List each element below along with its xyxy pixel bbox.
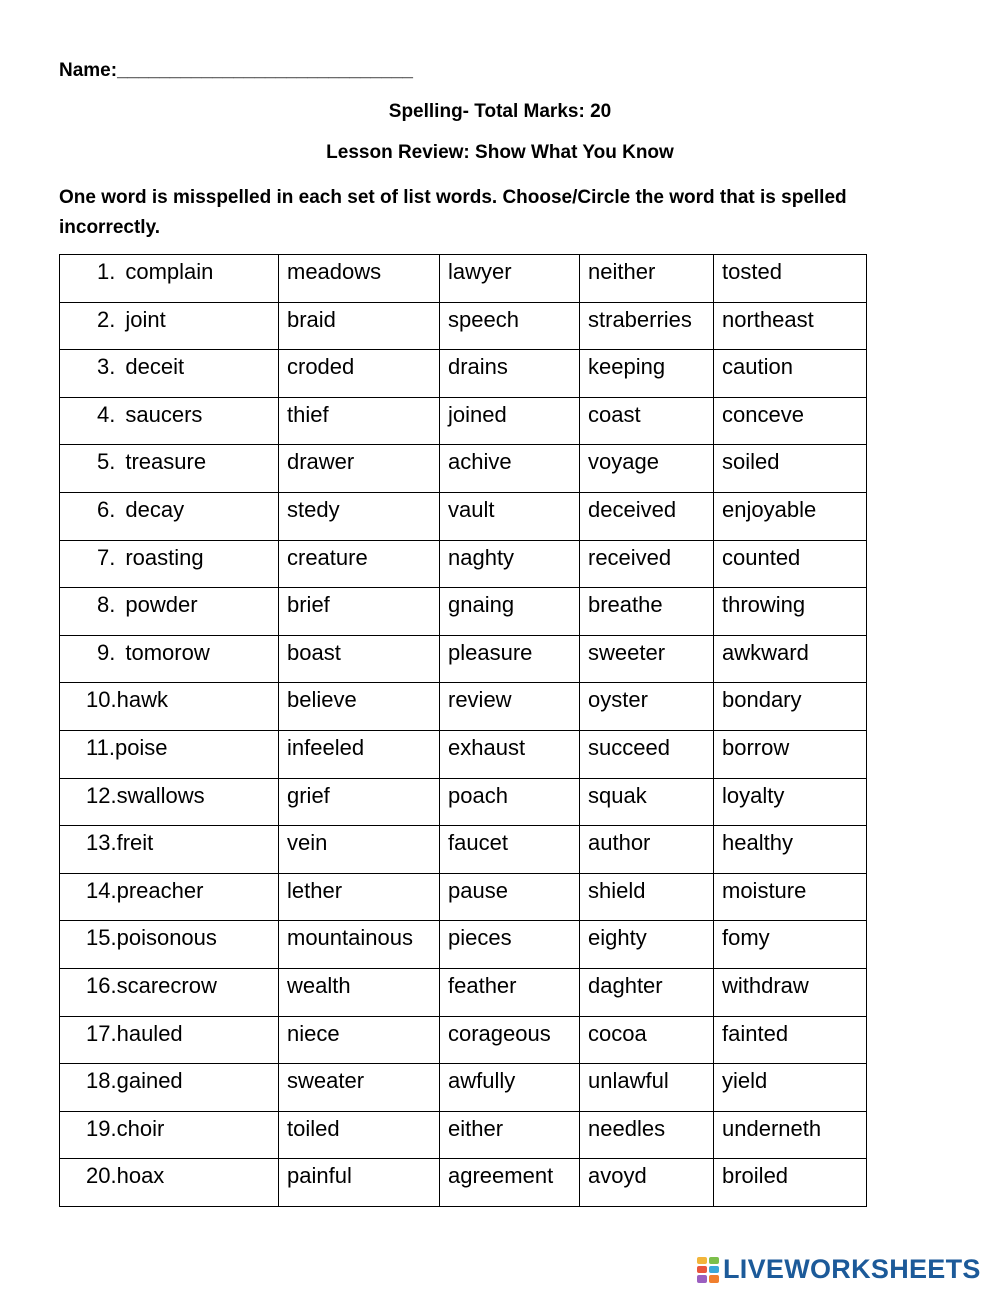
word-text[interactable]: croded	[287, 354, 355, 380]
word-cell[interactable]	[279, 730, 440, 778]
word-text[interactable]: mountainous	[287, 925, 413, 951]
word-text[interactable]: achive	[448, 449, 512, 475]
word-text[interactable]: complain	[125, 259, 214, 284]
row-number: 18.	[86, 1068, 117, 1094]
word-cell[interactable]	[440, 397, 580, 445]
table-row	[60, 1016, 867, 1064]
table-row	[60, 588, 867, 636]
word-cell[interactable]	[580, 635, 714, 683]
word-text[interactable]: treasure	[125, 449, 207, 475]
word-cell[interactable]	[580, 255, 714, 303]
word-cell[interactable]	[714, 255, 867, 303]
row-number: 11.	[86, 734, 115, 760]
word-cell[interactable]	[714, 1111, 867, 1159]
word-text[interactable]: review	[448, 687, 512, 713]
word-cell-first[interactable]	[60, 492, 279, 540]
table-row	[60, 1064, 867, 1112]
word-text[interactable]: yield	[722, 1068, 768, 1094]
word-text[interactable]: succeed	[588, 734, 670, 760]
row-number: 10.	[86, 687, 117, 713]
row-number: 5.	[97, 449, 116, 475]
word-text[interactable]: wealth	[287, 972, 351, 998]
word-text[interactable]: daghter	[588, 972, 663, 998]
word-text[interactable]: thief	[287, 401, 329, 427]
table-row	[60, 778, 867, 826]
word-cell-first[interactable]	[60, 1111, 279, 1159]
word-cell[interactable]	[440, 1111, 580, 1159]
table-row	[60, 350, 867, 398]
worksheet-subtitle: Lesson Review: Show What You Know	[326, 142, 674, 163]
worksheet-title: Spelling- Total Marks: 20	[388, 101, 612, 122]
word-text[interactable]: infeeled	[287, 734, 365, 760]
word-text[interactable]: gained	[116, 1068, 183, 1094]
word-text[interactable]: loyalty	[722, 782, 785, 808]
word-text[interactable]: lawyer	[448, 259, 512, 284]
word-cell[interactable]	[580, 540, 714, 588]
word-cell[interactable]	[279, 921, 440, 969]
row-number: 2.	[97, 306, 116, 332]
word-text[interactable]: drawer	[287, 449, 355, 475]
word-cell[interactable]	[714, 1064, 867, 1112]
instructions: One word is misspelled in each set of list words. Choose/Circle the word that is spelled incorrectly.	[59, 187, 847, 238]
word-cell[interactable]	[714, 635, 867, 683]
word-cell-first[interactable]	[60, 826, 279, 874]
word-text[interactable]: creature	[287, 544, 368, 570]
word-text[interactable]: eighty	[588, 925, 647, 951]
row-number: 3.	[97, 354, 116, 380]
word-text[interactable]: drains	[448, 354, 508, 380]
liveworksheets-logo-icon	[697, 1257, 719, 1283]
word-text[interactable]: voyage	[588, 449, 659, 475]
word-text[interactable]: decay	[125, 496, 185, 522]
word-cell[interactable]	[440, 635, 580, 683]
row-number: 16.	[86, 972, 117, 998]
word-text[interactable]: moisture	[722, 877, 807, 903]
word-text[interactable]: underneth	[722, 1115, 822, 1141]
word-cell[interactable]	[714, 397, 867, 445]
word-cell-first[interactable]	[60, 1064, 279, 1112]
word-cell[interactable]	[580, 588, 714, 636]
word-cell[interactable]	[279, 255, 440, 303]
word-cell-first[interactable]	[60, 1159, 279, 1207]
word-text[interactable]: stedy	[287, 496, 340, 522]
word-text[interactable]: preacher	[116, 877, 204, 903]
word-cell[interactable]	[440, 350, 580, 398]
word-text[interactable]: received	[588, 544, 672, 570]
word-text[interactable]: choir	[116, 1115, 165, 1141]
word-cell[interactable]	[440, 492, 580, 540]
row-number: 13.	[86, 830, 117, 856]
row-number: 17.	[86, 1020, 117, 1046]
word-text[interactable]: roasting	[125, 544, 204, 570]
name-field[interactable]: Name:____________________________	[59, 60, 413, 81]
word-cell[interactable]	[279, 873, 440, 921]
word-text[interactable]: vault	[448, 496, 495, 522]
word-text[interactable]: squak	[588, 782, 647, 808]
word-text[interactable]: counted	[722, 544, 801, 570]
word-text[interactable]: painful	[287, 1163, 352, 1189]
word-text[interactable]: gnaing	[448, 592, 515, 618]
row-number: 1.	[97, 259, 116, 284]
word-text[interactable]: hawk	[116, 687, 168, 713]
word-cell[interactable]	[279, 826, 440, 874]
word-cell[interactable]	[279, 1111, 440, 1159]
row-number: 19.	[86, 1115, 117, 1141]
word-text[interactable]: sweater	[287, 1068, 365, 1094]
word-cell-first[interactable]	[60, 873, 279, 921]
word-text[interactable]: corageous	[448, 1020, 551, 1046]
word-cell[interactable]	[279, 350, 440, 398]
word-text[interactable]: boast	[287, 639, 341, 665]
word-cell[interactable]	[580, 730, 714, 778]
word-text[interactable]: author	[588, 830, 651, 856]
row-number: 4.	[97, 401, 116, 427]
word-cell[interactable]	[580, 397, 714, 445]
word-cell[interactable]	[580, 921, 714, 969]
word-text[interactable]: neither	[588, 259, 656, 284]
word-text[interactable]: bondary	[722, 687, 802, 713]
word-cell[interactable]	[279, 492, 440, 540]
word-cell[interactable]	[440, 302, 580, 350]
word-cell[interactable]	[580, 873, 714, 921]
word-text[interactable]: oyster	[588, 687, 648, 713]
table-row	[60, 968, 867, 1016]
word-cell[interactable]	[714, 302, 867, 350]
word-text[interactable]: grief	[287, 782, 330, 808]
word-text[interactable]: faucet	[448, 830, 508, 856]
word-cell[interactable]	[440, 540, 580, 588]
word-cell-first[interactable]	[60, 635, 279, 683]
word-cell-first[interactable]	[60, 778, 279, 826]
word-text[interactable]: pause	[448, 877, 508, 903]
word-cell[interactable]	[714, 968, 867, 1016]
word-cell[interactable]	[580, 968, 714, 1016]
word-text[interactable]: pieces	[448, 925, 512, 951]
word-cell[interactable]	[440, 1159, 580, 1207]
table-row	[60, 635, 867, 683]
word-cell[interactable]	[714, 588, 867, 636]
word-text[interactable]: awkward	[722, 639, 809, 665]
word-cell[interactable]	[714, 492, 867, 540]
table-row	[60, 255, 867, 303]
word-cell[interactable]	[440, 1016, 580, 1064]
word-cell[interactable]	[440, 1064, 580, 1112]
word-cell-first[interactable]	[60, 588, 279, 636]
word-cell[interactable]	[279, 397, 440, 445]
word-cell[interactable]	[279, 635, 440, 683]
word-cell[interactable]	[714, 778, 867, 826]
word-text[interactable]: caution	[722, 354, 793, 380]
word-cell[interactable]	[580, 1016, 714, 1064]
word-cell[interactable]	[714, 873, 867, 921]
word-text[interactable]: meadows	[287, 259, 382, 284]
word-text[interactable]: conceve	[722, 401, 804, 427]
row-number: 20.	[86, 1163, 117, 1189]
word-text[interactable]: shield	[588, 877, 646, 903]
table-row	[60, 397, 867, 445]
word-cell[interactable]	[440, 683, 580, 731]
table-row	[60, 921, 867, 969]
word-text[interactable]: northeast	[722, 306, 814, 332]
word-text[interactable]: soiled	[722, 449, 780, 475]
table-row	[60, 302, 867, 350]
word-text[interactable]: withdraw	[722, 972, 809, 998]
word-text[interactable]: tosted	[722, 259, 782, 284]
row-number: 7.	[97, 544, 116, 570]
word-text[interactable]: coast	[588, 401, 641, 427]
table-row	[60, 1159, 867, 1207]
word-text[interactable]: healthy	[722, 830, 793, 856]
word-text[interactable]: either	[448, 1115, 504, 1141]
table-row	[60, 540, 867, 588]
word-cell[interactable]	[440, 873, 580, 921]
word-text[interactable]: enjoyable	[722, 496, 817, 522]
word-cell[interactable]	[279, 302, 440, 350]
table-row	[60, 683, 867, 731]
word-text[interactable]: poach	[448, 782, 508, 808]
word-text[interactable]: fainted	[722, 1020, 789, 1046]
word-cell-first[interactable]	[60, 255, 279, 303]
word-text[interactable]: niece	[287, 1020, 340, 1046]
word-cell[interactable]	[580, 1064, 714, 1112]
word-text[interactable]: avoyd	[588, 1163, 647, 1189]
word-text[interactable]: borrow	[722, 734, 790, 760]
word-text[interactable]: poisonous	[116, 925, 217, 951]
table-row	[60, 826, 867, 874]
row-number: 8.	[97, 592, 116, 618]
table-row	[60, 445, 867, 493]
row-number: 6.	[97, 496, 116, 522]
word-cell-first[interactable]	[60, 302, 279, 350]
word-cell[interactable]	[279, 778, 440, 826]
word-text[interactable]: deceived	[588, 496, 677, 522]
word-text[interactable]: throwing	[722, 592, 806, 618]
word-cell[interactable]	[714, 445, 867, 493]
word-cell[interactable]	[580, 826, 714, 874]
logo-text: LIVEWORKSHEETS	[723, 1254, 981, 1284]
word-text[interactable]: pleasure	[448, 639, 533, 665]
word-cell[interactable]	[440, 778, 580, 826]
table-row	[60, 730, 867, 778]
word-cell-first[interactable]	[60, 968, 279, 1016]
word-cell[interactable]	[279, 588, 440, 636]
word-cell[interactable]	[440, 445, 580, 493]
word-cell[interactable]	[580, 1111, 714, 1159]
word-cell[interactable]	[440, 730, 580, 778]
word-cell[interactable]	[714, 921, 867, 969]
word-cell[interactable]	[580, 492, 714, 540]
word-text[interactable]: vein	[287, 830, 328, 856]
word-cell[interactable]	[279, 1159, 440, 1207]
word-cell[interactable]	[714, 540, 867, 588]
word-cell[interactable]	[714, 1016, 867, 1064]
row-number: 14.	[86, 877, 117, 903]
row-number: 15.	[86, 925, 117, 951]
word-cell[interactable]	[580, 302, 714, 350]
word-text[interactable]: exhaust	[448, 734, 526, 760]
word-text[interactable]: deceit	[125, 354, 185, 380]
word-cell[interactable]	[440, 826, 580, 874]
word-text[interactable]: hoax	[116, 1163, 165, 1189]
word-text[interactable]: brief	[287, 592, 330, 618]
word-cell[interactable]	[714, 826, 867, 874]
word-text[interactable]: feather	[448, 972, 517, 998]
table-row	[60, 873, 867, 921]
word-cell[interactable]	[714, 350, 867, 398]
word-text[interactable]: broiled	[722, 1163, 789, 1189]
word-text[interactable]: tomorow	[125, 639, 210, 665]
word-cell-first[interactable]	[60, 1016, 279, 1064]
word-cell[interactable]	[580, 1159, 714, 1207]
word-text[interactable]: cocoa	[588, 1020, 647, 1046]
word-text[interactable]: unlawful	[588, 1068, 669, 1094]
word-cell[interactable]	[580, 445, 714, 493]
word-text[interactable]: joined	[448, 401, 507, 427]
word-cell[interactable]	[279, 968, 440, 1016]
table-row	[60, 1111, 867, 1159]
word-text[interactable]: fomy	[722, 925, 770, 951]
word-cell-first[interactable]	[60, 397, 279, 445]
word-cell[interactable]	[714, 730, 867, 778]
word-text[interactable]: breathe	[588, 592, 663, 618]
word-text[interactable]: braid	[287, 306, 336, 332]
word-text[interactable]: swallows	[116, 782, 205, 808]
word-text[interactable]: powder	[125, 592, 198, 618]
word-cell[interactable]	[440, 921, 580, 969]
row-number: 12.	[86, 782, 117, 808]
word-text[interactable]: keeping	[588, 354, 666, 380]
word-cell[interactable]	[279, 683, 440, 731]
word-cell[interactable]	[279, 445, 440, 493]
word-cell-first[interactable]	[60, 730, 279, 778]
table-row	[60, 492, 867, 540]
word-cell[interactable]	[440, 588, 580, 636]
word-text[interactable]: speech	[448, 306, 519, 332]
word-text[interactable]: sweeter	[588, 639, 666, 665]
word-text[interactable]: saucers	[125, 401, 203, 427]
word-text[interactable]: naghty	[448, 544, 515, 570]
word-cell[interactable]	[279, 1064, 440, 1112]
word-cell[interactable]	[580, 350, 714, 398]
word-text[interactable]: lether	[287, 877, 343, 903]
word-text[interactable]: scarecrow	[116, 972, 217, 998]
word-cell[interactable]	[714, 1159, 867, 1207]
word-cell[interactable]	[440, 968, 580, 1016]
word-text[interactable]: toiled	[287, 1115, 340, 1141]
word-cell-first[interactable]	[60, 350, 279, 398]
word-text[interactable]: poise	[114, 734, 168, 760]
word-text[interactable]: agreement	[448, 1163, 554, 1189]
word-cell-first[interactable]	[60, 540, 279, 588]
word-cell-first[interactable]	[60, 683, 279, 731]
word-text[interactable]: straberries	[588, 306, 692, 332]
spelling-table	[59, 254, 867, 1207]
liveworksheets-logo	[697, 1254, 981, 1285]
word-cell[interactable]	[580, 778, 714, 826]
word-cell[interactable]	[279, 1016, 440, 1064]
word-text[interactable]: joint	[125, 306, 166, 332]
word-cell[interactable]	[580, 683, 714, 731]
word-cell[interactable]	[440, 255, 580, 303]
word-cell-first[interactable]	[60, 921, 279, 969]
row-number: 9.	[97, 639, 116, 665]
word-text[interactable]: freit	[116, 830, 154, 856]
word-cell[interactable]	[279, 540, 440, 588]
word-text[interactable]: awfully	[448, 1068, 516, 1094]
word-text[interactable]: believe	[287, 687, 357, 713]
word-cell-first[interactable]	[60, 445, 279, 493]
word-cell[interactable]	[714, 683, 867, 731]
word-text[interactable]: needles	[588, 1115, 666, 1141]
word-text[interactable]: hauled	[116, 1020, 183, 1046]
